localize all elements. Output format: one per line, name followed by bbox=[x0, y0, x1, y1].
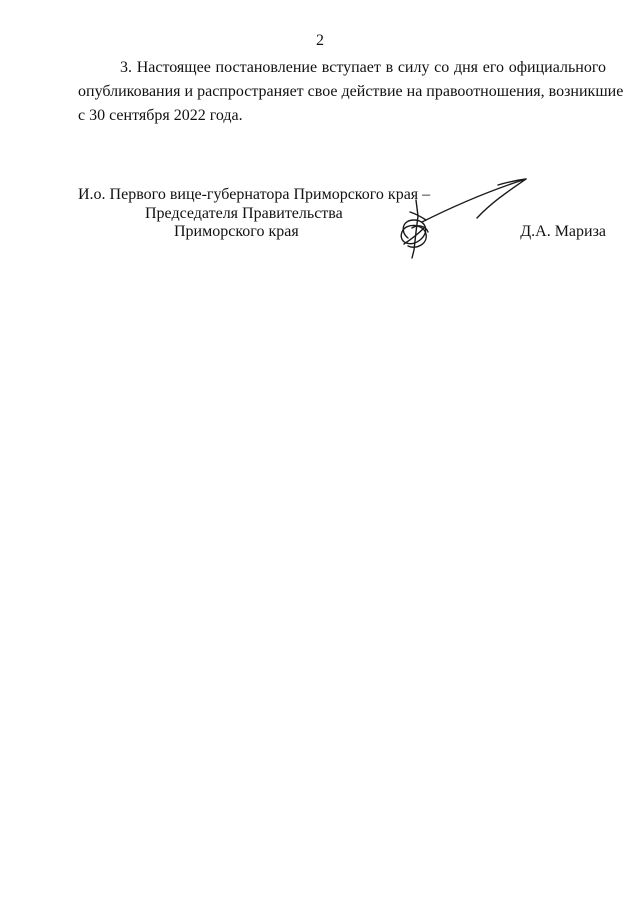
paragraph-line: опубликования и распространяет свое действие на правоотношения, возникшие bbox=[78, 83, 624, 100]
signer-title-line-1: И.о. Первого вице-губернатора Приморского края – bbox=[78, 186, 431, 203]
paragraph-line: с 30 сентября 2022 года. bbox=[78, 107, 243, 124]
page-number: 2 bbox=[316, 32, 324, 49]
paragraph-line: 3. Настоящее постановление вступает в силу со дня его официального bbox=[120, 59, 606, 76]
paragraph-item-3 bbox=[78, 56, 624, 128]
signer-title-line-2: Председателя Правительства bbox=[145, 205, 343, 222]
handwritten-signature bbox=[380, 170, 540, 270]
signer-name: Д.А. Мариза bbox=[520, 223, 606, 240]
signer-title-line-3: Приморского края bbox=[174, 223, 299, 240]
